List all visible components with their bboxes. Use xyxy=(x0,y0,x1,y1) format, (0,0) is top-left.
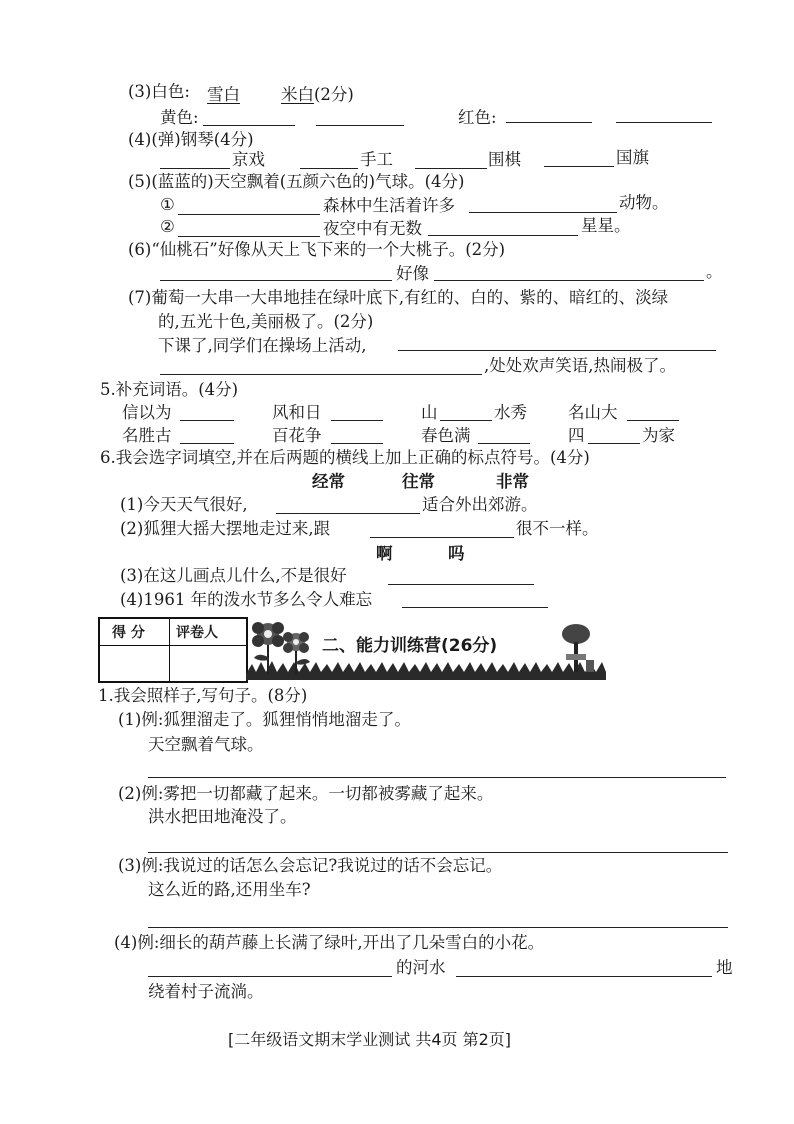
blank-6-3[interactable] xyxy=(388,584,534,585)
sec6-item2-b: 很不一样。 xyxy=(516,519,599,538)
blank-yellow-1[interactable] xyxy=(203,125,295,126)
sec6-option-3: 非常 xyxy=(496,472,529,491)
answer-line-2[interactable] xyxy=(148,852,728,853)
sec5-r1-4: 水秀 xyxy=(494,403,527,422)
q4-item-4: 国旗 xyxy=(616,148,649,167)
p2q1-example-3: (3)例:我说过的话怎么会忘记?我说过的话不会忘记。 xyxy=(118,856,503,875)
blank-5-r1-5[interactable] xyxy=(627,420,679,421)
p2q1-s4-line2: 绕着村子流淌。 xyxy=(148,982,264,1001)
answer-line-4a[interactable] xyxy=(148,976,392,977)
blank-5-r2-1[interactable] xyxy=(180,443,234,444)
grader-label: 评卷人 xyxy=(176,625,218,641)
score-label: 得 分 xyxy=(112,625,145,641)
blank-6-4[interactable] xyxy=(402,607,548,608)
blank-yellow-2[interactable] xyxy=(316,125,404,126)
blank-q4-1[interactable] xyxy=(160,168,230,169)
blank-q5-2a[interactable] xyxy=(178,236,320,237)
page-footer: [二年级语文期末学业测试 共4页 第2页] xyxy=(228,1030,512,1049)
q6-mid: 好像 xyxy=(396,264,429,283)
blank-q6-b[interactable] xyxy=(434,280,704,281)
sec6-option-4: 啊 xyxy=(376,544,393,563)
blank-5-r2-3[interactable] xyxy=(478,443,530,444)
q5-num-1: ① xyxy=(160,195,175,214)
q4-label: (4)(弹)钢琴(4分) xyxy=(128,130,254,149)
blank-6-1[interactable] xyxy=(276,513,420,514)
blank-q7-b[interactable] xyxy=(160,374,482,375)
blank-q5-2b[interactable] xyxy=(428,235,578,236)
sec6-option-1: 经常 xyxy=(312,472,345,491)
sec5-r2-5: 为家 xyxy=(642,426,675,445)
sec5-r1-2: 风和日 xyxy=(272,403,322,422)
sec5-r1-3: 山 xyxy=(421,403,438,422)
sec5-r1-5: 名山大 xyxy=(568,403,618,422)
blank-5-r2-4[interactable] xyxy=(588,443,640,444)
sec6-option-5: 吗 xyxy=(448,544,465,563)
q3-red-label: 红色: xyxy=(458,108,497,127)
p2q1-sentence-2: 洪水把田地淹没了。 xyxy=(148,807,297,826)
sec6-item1-b: 适合外出郊游。 xyxy=(422,495,538,514)
q6-label: (6)“仙桃石”好像从天上飞下来的一个大桃子。(2分) xyxy=(128,240,506,259)
q3-label: (3)白色: xyxy=(128,82,190,101)
sec5-r1-1: 信以为 xyxy=(122,403,172,422)
blank-q5-1a[interactable] xyxy=(178,214,320,215)
score-box xyxy=(98,617,248,683)
answer-line-1[interactable] xyxy=(148,777,726,778)
blank-5-r1-2[interactable] xyxy=(331,420,383,421)
q7-label-line1: (7)葡萄一大串一大串地挂在绿叶底下,有红的、白的、紫的、暗红的、淡绿 xyxy=(128,288,669,307)
q6-end: 。 xyxy=(706,262,723,281)
p2q1-sentence-3: 这么近的路,还用坐车? xyxy=(148,880,311,899)
sec6-option-2: 往常 xyxy=(402,472,435,491)
blank-5-r1-3[interactable] xyxy=(440,420,492,421)
answer-line-3[interactable] xyxy=(148,927,728,928)
q5-line2-end: 星星。 xyxy=(581,216,631,235)
q7-label-line2: 的,五光十色,美丽极了。(2分) xyxy=(158,312,374,331)
sec6-item1-a: (1)今天天气很好, xyxy=(120,495,248,514)
q4-item-1: 京戏 xyxy=(232,150,265,169)
q7-line3: 下课了,同学们在操场上活动, xyxy=(158,336,367,355)
sec5-r2-2: 百花争 xyxy=(272,426,322,445)
blank-6-2[interactable] xyxy=(370,537,514,538)
q3-example-2: 米白(2分) xyxy=(281,85,354,104)
sec6-title: 6.我会选字词填空,并在后两题的横线上加上正确的标点符号。(4分) xyxy=(100,448,590,467)
blank-red-2[interactable] xyxy=(616,122,712,123)
p2q1-example-1: (1)例:狐狸溜走了。狐狸悄悄地溜走了。 xyxy=(118,710,411,729)
score-box-divider xyxy=(169,619,170,681)
sec5-r2-1: 名胜古 xyxy=(122,426,172,445)
blank-5-r1-1[interactable] xyxy=(180,420,234,421)
sec6-item2-a: (2)狐狸大摇大摆地走过来,跟 xyxy=(120,519,331,538)
blank-q4-3[interactable] xyxy=(415,168,487,169)
q5-num-2: ② xyxy=(160,217,175,236)
p2q1-s4-end: 地 xyxy=(716,958,733,977)
q7-line4-end: ,处处欢声笑语,热闹极了。 xyxy=(484,356,676,375)
blank-q6-a[interactable] xyxy=(160,280,392,281)
q5-line1-end: 动物。 xyxy=(619,193,669,212)
q5-line2-mid: 夜空中有无数 xyxy=(323,219,422,238)
q5-label: (5)(蓝蓝的)天空飘着(五颜六色的)气球。(4分) xyxy=(128,172,465,191)
q3-yellow-label: 黄色: xyxy=(160,108,199,127)
p2q1-s4-mid: 的河水 xyxy=(396,958,446,977)
blank-q4-4[interactable] xyxy=(544,166,614,167)
p2q1-example-2: (2)例:雾把一切都藏了起来。一切都被雾藏了起来。 xyxy=(118,784,494,803)
q4-item-3: 围棋 xyxy=(488,150,521,169)
blank-q5-1b[interactable] xyxy=(469,212,617,213)
p2q1-sentence-1: 天空飘着气球。 xyxy=(148,735,264,754)
q4-item-2: 手工 xyxy=(360,150,393,169)
sec6-item3: (3)在这儿画点儿什么,不是很好 xyxy=(120,566,347,585)
blank-q7-a[interactable] xyxy=(398,350,716,351)
score-box-rule xyxy=(100,645,246,646)
blank-5-r2-2[interactable] xyxy=(331,443,383,444)
sec5-title: 5.补充词语。(4分) xyxy=(100,380,239,399)
sec6-item4: (4)1961 年的泼水节多么令人难忘 xyxy=(120,590,373,609)
answer-line-4b[interactable] xyxy=(456,976,712,977)
p2q1-example-4: (4)例:细长的葫芦藤上长满了绿叶,开出了几朵雪白的小花。 xyxy=(114,933,545,952)
sec5-r2-3: 春色满 xyxy=(421,426,471,445)
q3-example-1: 雪白 xyxy=(207,85,240,104)
part2-title: 二、能力训练营(26分) xyxy=(322,636,498,656)
blank-red-1[interactable] xyxy=(506,122,592,123)
sec5-r2-4: 四 xyxy=(568,426,585,445)
q5-line1-mid: 森林中生活着许多 xyxy=(323,196,455,215)
blank-q4-2[interactable] xyxy=(300,168,358,169)
p2q1-title: 1.我会照样子,写句子。(8分) xyxy=(98,686,308,705)
